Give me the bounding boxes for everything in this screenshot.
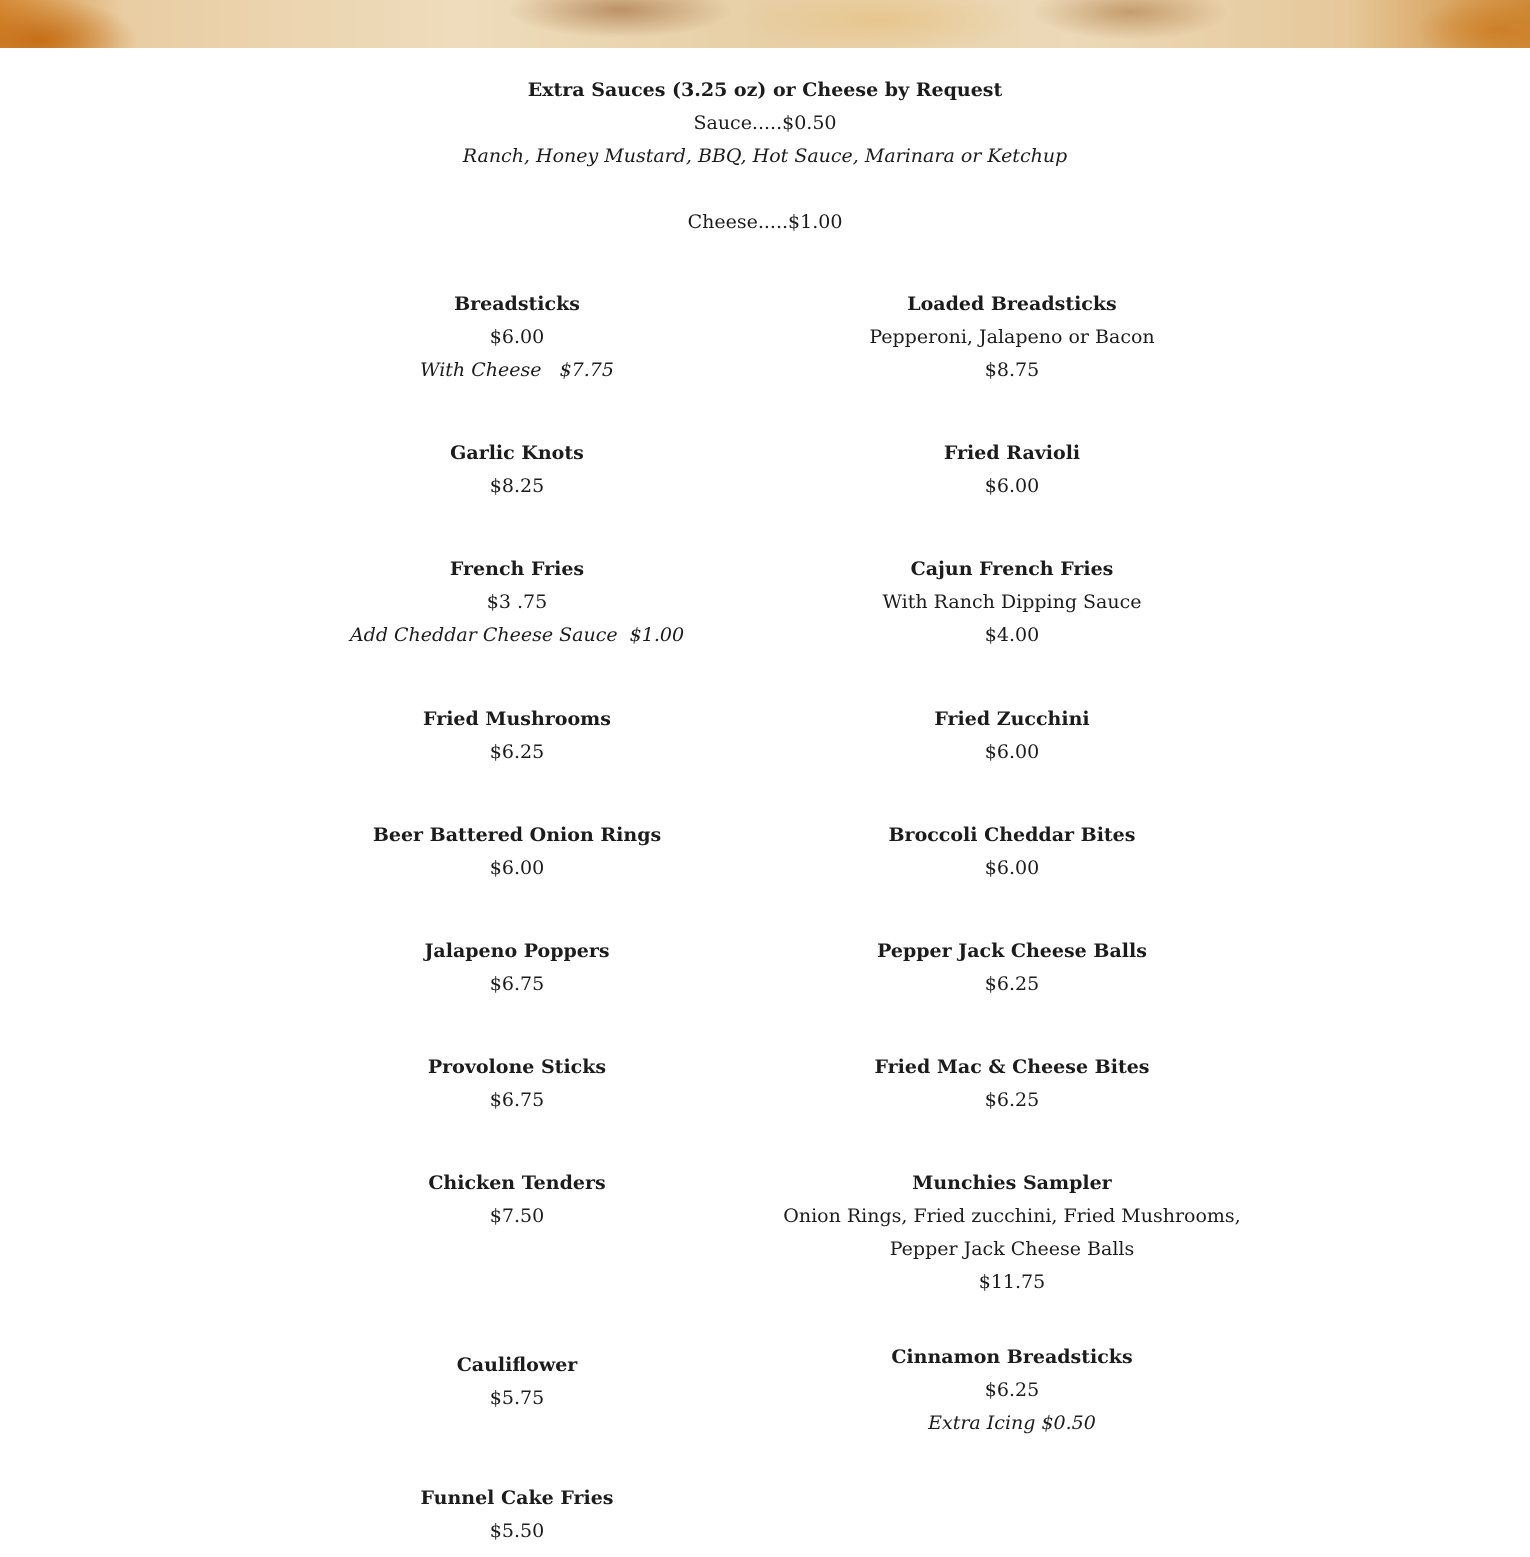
item-price: $8.25 <box>489 475 545 497</box>
menu-item-fried-mac-cheese-bites <box>712 1051 1312 1117</box>
item-name: Fried Mushrooms <box>423 708 611 730</box>
item-price: $6.25 <box>984 1379 1040 1401</box>
menu-item-cinnamon-breadsticks <box>712 1341 1312 1440</box>
item-note: Extra Icing $0.50 <box>928 1412 1096 1434</box>
item-name: Chicken Tenders <box>428 1172 606 1194</box>
item-price: $6.75 <box>489 973 545 995</box>
item-name: Cauliflower <box>456 1354 578 1376</box>
item-note: Add Cheddar Cheese Sauce $1.00 <box>349 624 685 646</box>
menu-item-fried-zucchini <box>712 703 1312 769</box>
item-price: $6.00 <box>984 475 1040 497</box>
item-description: With Ranch Dipping Sauce <box>882 591 1142 613</box>
item-price: $5.75 <box>489 1387 545 1409</box>
item-price: $6.00 <box>489 326 545 348</box>
menu-item-loaded-breadsticks <box>712 288 1312 387</box>
item-name: Fried Mac & Cheese Bites <box>874 1056 1150 1078</box>
item-name: Fried Zucchini <box>934 708 1090 730</box>
menu-item-broccoli-cheddar-bites <box>712 819 1312 885</box>
menu-item-pepper-jack-cheese-balls <box>712 935 1312 1001</box>
item-name: Garlic Knots <box>450 442 584 464</box>
item-description: Pepperoni, Jalapeno or Bacon <box>869 326 1155 348</box>
item-name: Breadsticks <box>454 293 580 315</box>
menu-item-munchies-sampler <box>712 1167 1312 1299</box>
menu-item-fried-ravioli <box>712 437 1312 503</box>
item-price: $6.00 <box>489 857 545 879</box>
item-description: Pepper Jack Cheese Balls <box>889 1238 1135 1260</box>
item-note: With Cheese $7.75 <box>420 359 614 381</box>
item-name: Pepper Jack Cheese Balls <box>877 940 1147 962</box>
item-price: $8.75 <box>984 359 1040 381</box>
item-name: Munchies Sampler <box>912 1172 1112 1194</box>
item-price: $6.00 <box>984 741 1040 763</box>
item-price: $6.25 <box>984 1089 1040 1111</box>
item-name: French Fries <box>449 558 585 580</box>
item-price: $4.00 <box>984 624 1040 646</box>
sauce-options: Ranch, Honey Mustard, BBQ, Hot Sauce, Marinara or Ketchup <box>462 145 1068 167</box>
item-name: Fried Ravioli <box>943 442 1081 464</box>
item-price: $6.25 <box>489 741 545 763</box>
item-name: Jalapeno Poppers <box>424 940 610 962</box>
item-name: Cinnamon Breadsticks <box>891 1346 1133 1368</box>
menu-item-cajun-french-fries <box>712 553 1312 652</box>
item-price: $11.75 <box>978 1271 1046 1293</box>
menu-item-funnel-cake-fries <box>217 1482 817 1548</box>
item-name: Loaded Breadsticks <box>907 293 1117 315</box>
item-price: $3 .75 <box>486 591 548 613</box>
hero-food-image <box>0 0 1530 48</box>
item-name: Cajun French Fries <box>910 558 1114 580</box>
sauce-price: Sauce.....$0.50 <box>693 112 837 134</box>
item-price: $6.25 <box>984 973 1040 995</box>
item-description: Onion Rings, Fried zucchini, Fried Mushrooms, <box>783 1205 1241 1227</box>
item-price: $5.50 <box>489 1520 545 1542</box>
item-price: $6.75 <box>489 1089 545 1111</box>
item-name: Funnel Cake Fries <box>420 1487 614 1509</box>
item-name: Provolone Sticks <box>427 1056 607 1078</box>
item-price: $7.50 <box>489 1205 545 1227</box>
cheese-price: Cheese.....$1.00 <box>687 211 843 233</box>
item-name: Broccoli Cheddar Bites <box>888 824 1136 846</box>
item-price: $6.00 <box>984 857 1040 879</box>
item-name: Beer Battered Onion Rings <box>372 824 662 846</box>
extras-heading: Extra Sauces (3.25 oz) or Cheese by Request <box>527 79 1003 101</box>
